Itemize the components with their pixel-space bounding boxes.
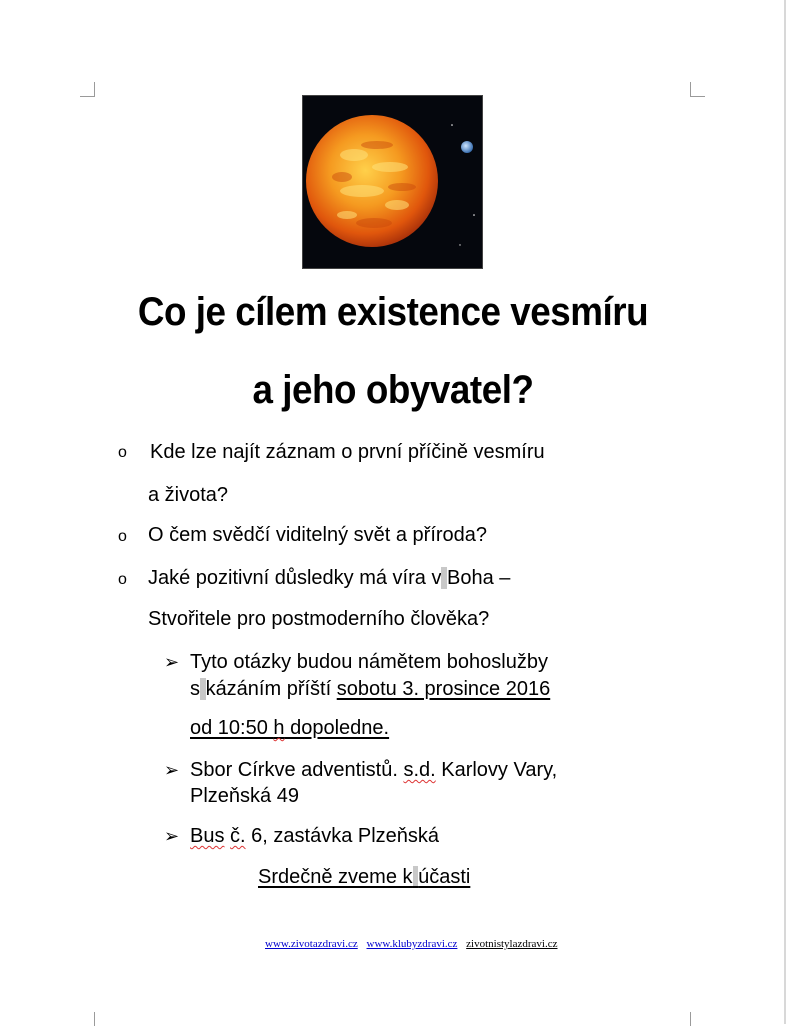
footer-link-klubyzdravi[interactable]: www.klubyzdravi.cz: [366, 938, 458, 950]
crop-mark-top-right: [690, 82, 705, 97]
question-3-text-a: Jaké pozitivní důsledky má víra v: [148, 567, 442, 589]
question-3-text: [148, 566, 510, 590]
arrow-bullet-icon: ➢: [164, 826, 180, 846]
crop-mark-top-left: [80, 82, 95, 97]
sun-planet-image: [302, 95, 483, 269]
info-3-rest: 6, zastávka Plzeňská: [245, 825, 440, 847]
footer-link-zivotazdravi[interactable]: www.zivotazdravi.cz: [265, 938, 358, 950]
info-1-line-3: [190, 716, 389, 740]
service-date: sobotu 3. prosince 2016: [336, 678, 551, 700]
info-1-line-3-a: od 10:50: [190, 717, 274, 739]
info-2-line-1-b: Karlovy Vary,: [435, 759, 558, 781]
page-title-line-2: a jeho obyvatel?: [252, 368, 534, 412]
question-1-continuation: a života?: [148, 484, 229, 506]
info-1-line-2-b: kázáním příští: [205, 678, 337, 700]
info-2-line-2: Plzeňská 49: [190, 785, 299, 807]
info-2-line-1-a: Sbor Církve adventistů.: [190, 759, 404, 781]
arrow-bullet-icon: ➢: [164, 760, 180, 780]
info-1-line-2-a: s: [190, 678, 200, 700]
question-3-continuation: Stvořitele pro postmoderního člověka?: [148, 608, 490, 630]
invitation-text: [258, 865, 470, 889]
circle-bullet-icon: o: [118, 571, 127, 588]
info-1-line-3-b: dopoledne.: [284, 717, 390, 739]
invitation-part-a: Srdečně zveme k: [258, 866, 413, 888]
footer-link-zivotnistylazdravi[interactable]: zivotnistylazdravi.cz: [466, 938, 558, 950]
arrow-bullet-icon: ➢: [164, 652, 180, 672]
question-3-text-b: Boha –: [447, 567, 511, 589]
info-3-c: č.: [230, 825, 246, 847]
circle-bullet-icon: o: [118, 444, 127, 461]
info-1-line-1: Tyto otázky budou námětem bohoslužby: [190, 651, 548, 673]
page-title-line-1: Co je cílem existence vesmíru: [137, 290, 649, 334]
info-1-line-2: [190, 677, 550, 701]
info-3-line: [190, 824, 439, 848]
question-1-text: Kde lze najít záznam o první příčině vesmíru: [150, 441, 545, 463]
info-3-bus: Bus: [190, 825, 225, 847]
info-2-sd: s.d.: [403, 759, 436, 781]
question-2-text: O čem svědčí viditelný svět a příroda?: [148, 524, 488, 546]
circle-bullet-icon: o: [118, 528, 127, 545]
footer-links: [265, 938, 564, 950]
info-1-line-3-h: h: [273, 717, 285, 739]
invitation-part-b: účasti: [418, 866, 471, 888]
info-2-line-1: [190, 758, 557, 782]
